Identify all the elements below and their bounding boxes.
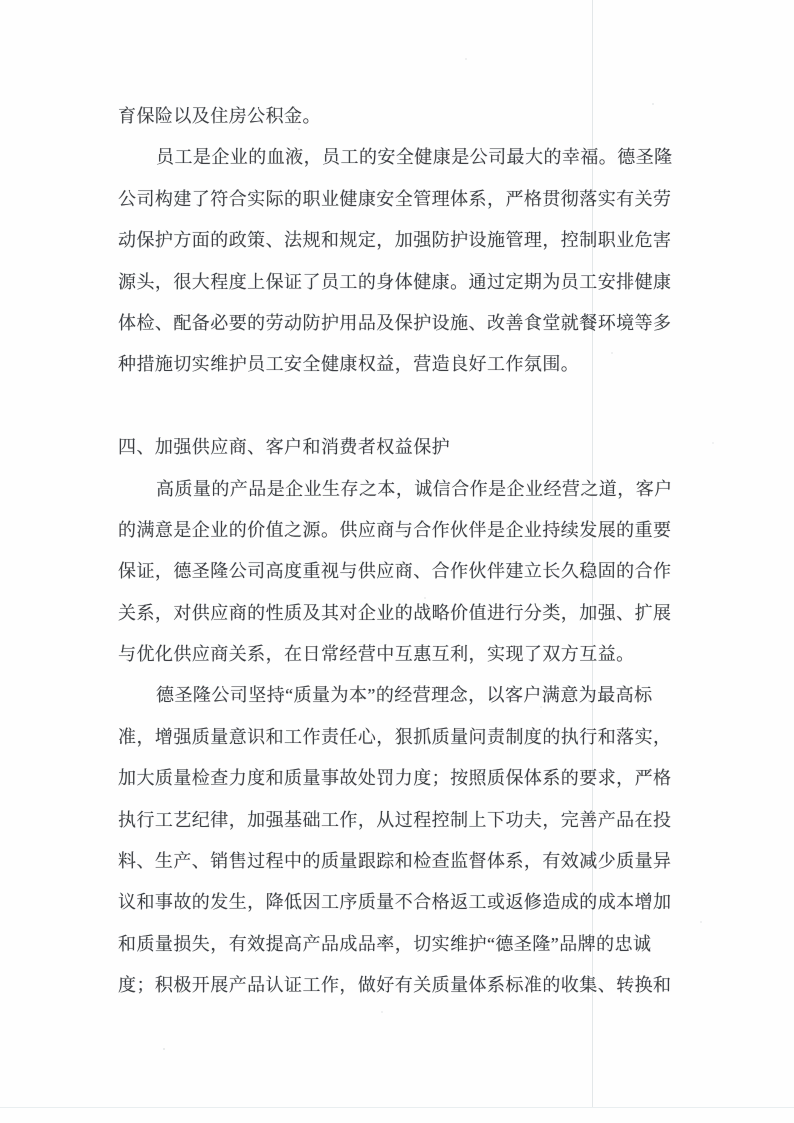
section-heading: 四、加强供应商、客户和消费者权益保护 [118, 437, 451, 458]
text-line: 加大质量检查力度和质量事故处罚力度；按照质保体系的要求，严格 [118, 768, 672, 789]
text-line: 员工是企业的血液，员工的安全健康是公司最大的幸福。德圣隆 [156, 147, 673, 168]
text-line: 料、生产、销售过程中的质量跟踪和检查监督体系，有效减少质量异 [118, 851, 672, 872]
text-line: 关系，对供应商的性质及其对企业的战略价值进行分类，加强、扩展 [118, 602, 672, 623]
text-line: 与优化供应商关系，在日常经营中互惠互利，实现了双方互益。 [118, 644, 635, 665]
text-line: 育保险以及住房公积金。 [118, 106, 321, 126]
text-line: 体检、配备必要的劳动防护用品及保护设施、改善食堂就餐环境等多 [118, 312, 672, 333]
text-line: 德圣隆公司坚持“质量为本”的经营理念，以客户满意为最高标 [156, 685, 653, 706]
text-line: 保证，德圣隆公司高度重视与供应商、合作伙伴建立长久稳固的合作 [118, 561, 672, 582]
blank-line [118, 386, 678, 427]
text-line: 公司构建了符合实际的职业健康安全管理体系，严格贯彻落实有关劳 [118, 188, 672, 209]
text-line: 度；积极开展产品认证工作，做好有关质量体系标准的收集、转换和 [118, 975, 672, 996]
text-line: 的满意是企业的价值之源。供应商与合作伙伴是企业持续发展的重要 [118, 519, 672, 540]
text-line: 动保护方面的政策、法规和规定，加强防护设施管理，控制职业危害 [118, 230, 672, 251]
text-line: 议和事故的发生，降低因工序质量不合格返工或返修造成的成本增加 [118, 892, 672, 913]
scan-noise-specks [0, 0, 2, 2]
text-line: 高质量的产品是企业生存之本，诚信合作是企业经营之道，客户 [156, 478, 673, 499]
text-line: 准，增强质量意识和工作责任心，狠抓质量问责制度的执行和落实， [118, 726, 672, 747]
text-line: 种措施切实维护员工安全健康权益，营造良好工作氛围。 [118, 354, 580, 375]
text-line: 源头，很大程度上保证了员工的身体健康。通过定期为员工安排健康 [118, 271, 672, 292]
text-line: 和质量损失，有效提高产品成品率，切实维护“德圣隆”品牌的忠诚 [118, 933, 652, 954]
text-line: 执行工艺纪律，加强基础工作，从过程控制上下功夫，完善产品在投 [118, 809, 672, 830]
document-text-block [118, 96, 678, 1007]
scan-artifact-page-bottom-edge [0, 1107, 794, 1108]
